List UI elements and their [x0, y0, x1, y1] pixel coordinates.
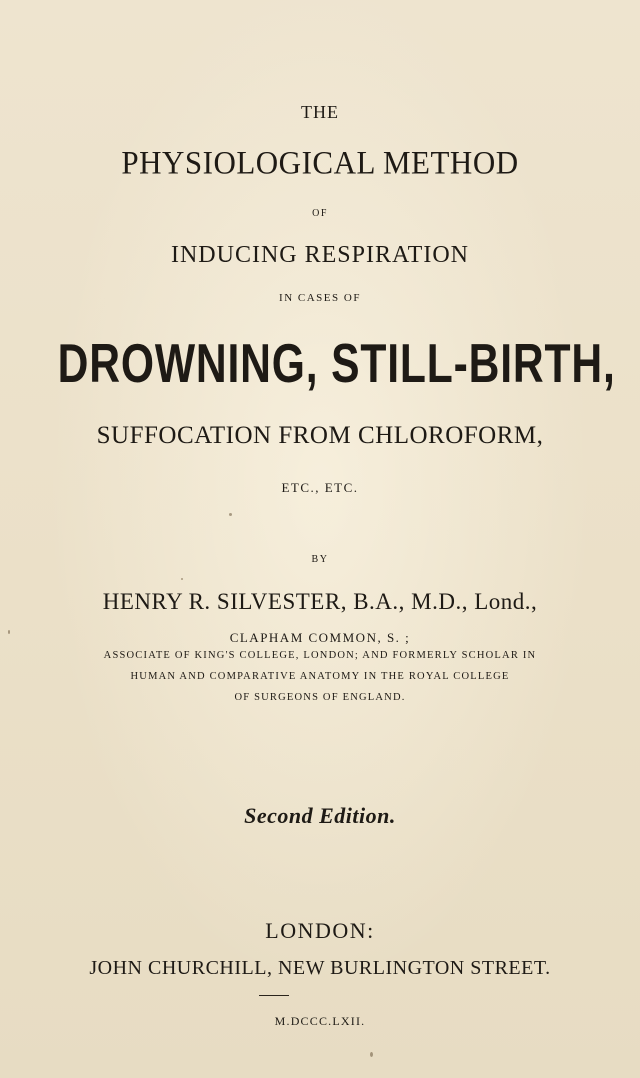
paper-speck: [8, 630, 10, 634]
title-etc: ETC., ETC.: [281, 480, 359, 495]
title-in-cases-of: IN CASES OF: [279, 292, 361, 304]
author-credentials-line: HUMAN AND COMPARATIVE ANATOMY IN THE ROYAL COLLEGE: [130, 671, 510, 682]
title-article: THE: [301, 102, 339, 122]
title-drowning: DROWNING, STILL-BIRTH,: [57, 333, 616, 395]
imprint-publisher: JOHN CHURCHILL, NEW BURLINGTON STREET.: [89, 957, 551, 979]
title-suffocation: SUFFOCATION FROM CHLOROFORM,: [96, 422, 544, 449]
author-credentials-line: ASSOCIATE OF KING'S COLLEGE, LONDON; AND FORMERLY SCHOLAR IN: [103, 650, 537, 661]
title-inducing: INDUCING RESPIRATION: [170, 242, 469, 268]
imprint-city: LONDON:: [265, 918, 375, 943]
paper-speck: [370, 1052, 373, 1057]
author-address: CLAPHAM COMMON, S. ;: [229, 630, 411, 645]
author-name: HENRY R. SILVESTER, B.A., M.D., Lond.,: [102, 589, 538, 614]
byline-by: BY: [311, 554, 329, 565]
imprint-rule: [259, 995, 289, 996]
author-credentials-line: OF SURGEONS OF ENGLAND.: [234, 692, 406, 703]
title-main: PHYSIOLOGICAL METHOD: [121, 144, 519, 181]
paper-speck: [229, 513, 232, 516]
paper-speck: [181, 578, 183, 580]
imprint-date: M.DCCC.LXII.: [274, 1014, 366, 1028]
edition-statement: Second Edition.: [244, 803, 396, 828]
title-of: OF: [312, 208, 328, 219]
